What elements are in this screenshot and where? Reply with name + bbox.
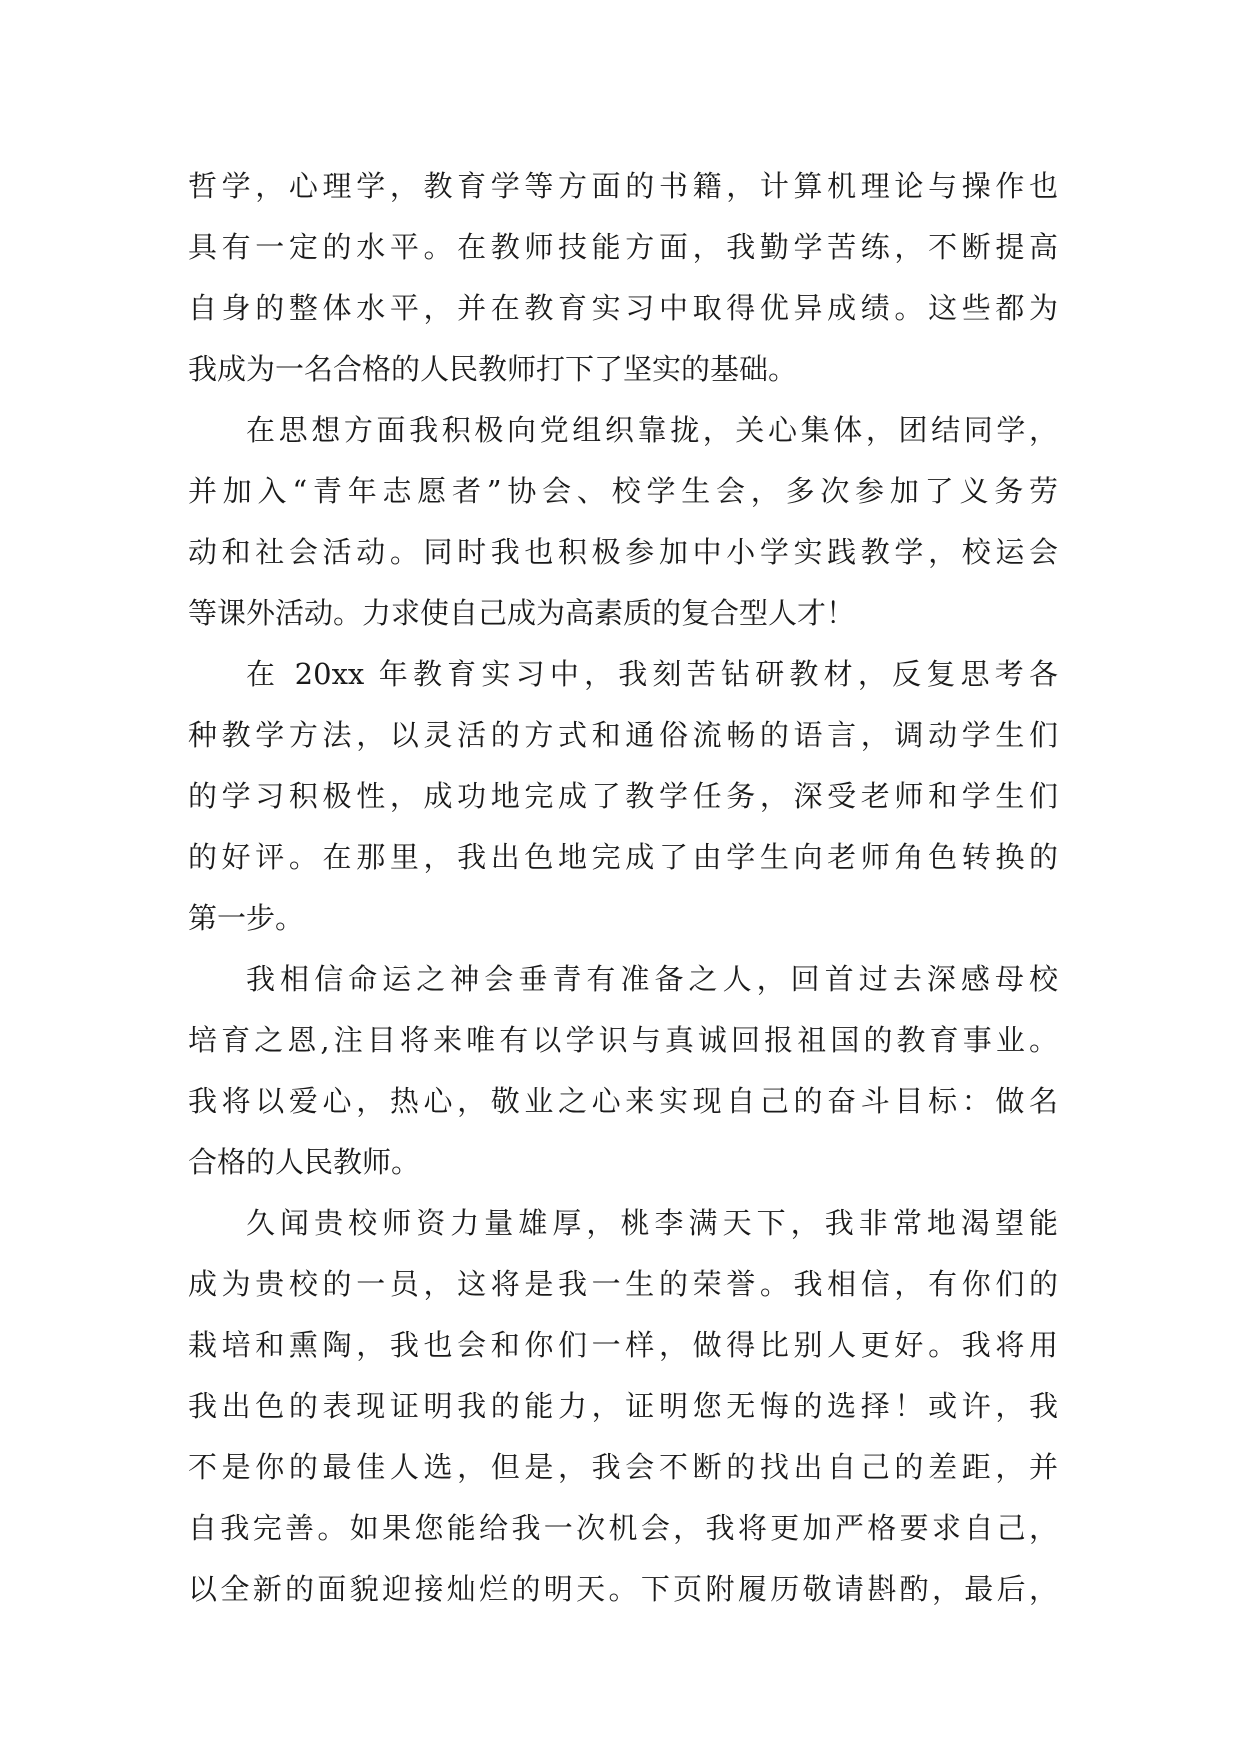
text-line: 不是你的最佳人选，但是，我会不断的找出自己的差距，并	[188, 1450, 1058, 1484]
text-line: 等课外活动。力求使自己成为高素质的复合型人才！	[188, 596, 856, 630]
paragraph-first-line: 我相信命运之神会垂青有准备之人，回首过去深感母校	[246, 962, 1058, 996]
text-line: 以全新的面貌迎接灿烂的明天。下页附履历敬请斟酌，最后，	[188, 1572, 1058, 1606]
text-line: 成为贵校的一员，这将是我一生的荣誉。我相信，有你们的	[188, 1267, 1058, 1301]
text-line: 我出色的表现证明我的能力，证明您无悔的选择！或许，我	[188, 1389, 1058, 1423]
paragraph-first-line: 在思想方面我积极向党组织靠拢，关心集体，团结同学，	[246, 413, 1058, 447]
text-line: 培育之恩,注目将来唯有以学识与真诚回报祖国的教育事业。	[188, 1023, 1058, 1057]
text-line: 自我完善。如果您能给我一次机会，我将更加严格要求自己，	[188, 1511, 1058, 1545]
document-body	[188, 156, 1058, 1620]
text-line: 的学习积极性，成功地完成了教学任务，深受老师和学生们	[188, 779, 1058, 813]
text-line: 自身的整体水平，并在教育实习中取得优异成绩。这些都为	[188, 291, 1058, 325]
text-line: 种教学方法，以灵活的方式和通俗流畅的语言，调动学生们	[188, 718, 1058, 752]
paragraph-first-line: 久闻贵校师资力量雄厚，桃李满天下，我非常地渴望能	[246, 1206, 1058, 1240]
text-line: 具有一定的水平。在教师技能方面，我勤学苦练，不断提高	[188, 230, 1058, 264]
text-line: 我将以爱心，热心，敬业之心来实现自己的奋斗目标：做名	[188, 1084, 1058, 1118]
text-line: 动和社会活动。同时我也积极参加中小学实践教学，校运会	[188, 535, 1058, 569]
text-line: 哲学，心理学，教育学等方面的书籍，计算机理论与操作也	[188, 169, 1058, 203]
text-line: 我成为一名合格的人民教师打下了坚实的基础。	[188, 352, 798, 386]
text-line: 并加入“青年志愿者”协会、校学生会，多次参加了义务劳	[188, 474, 1058, 508]
paragraph-first-line: 在 20xx 年教育实习中，我刻苦钻研教材，反复思考各	[246, 657, 1058, 691]
text-line: 第一步。	[188, 901, 305, 935]
text-line: 栽培和熏陶，我也会和你们一样，做得比别人更好。我将用	[188, 1328, 1058, 1362]
text-line: 的好评。在那里，我出色地完成了由学生向老师角色转换的	[188, 840, 1058, 874]
text-line: 合格的人民教师。	[188, 1145, 421, 1179]
